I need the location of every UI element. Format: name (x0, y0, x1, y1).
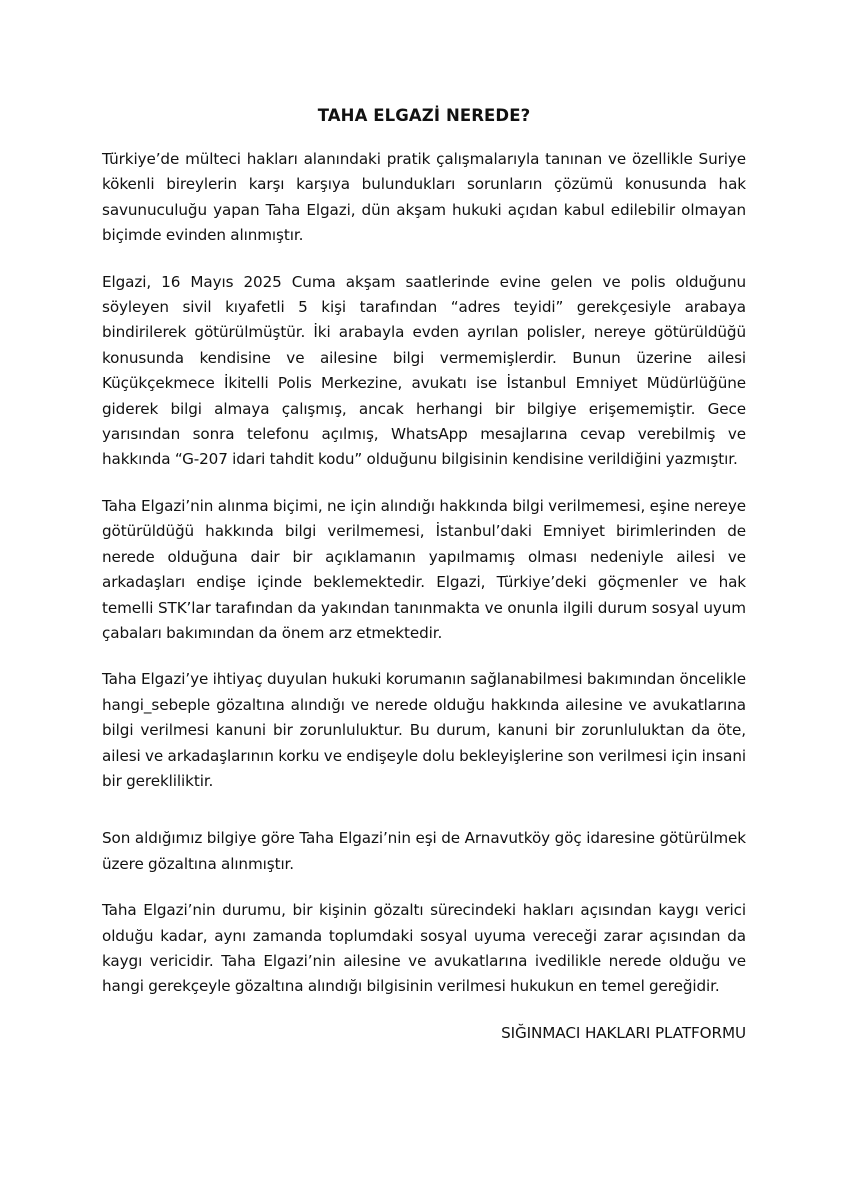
document-page (102, 102, 746, 1046)
paragraph-detention-details: Elgazi, 16 Mayıs 2025 Cuma akşam saatlerinde evine gelen ve polis olduğunu söyleyen sivil kıyafetli 5 kişi tarafından “adres teyidi” gerekçesiyle arabaya bindirilerek götürülmüştür. İki arabayla evden ayrılan polisler, nereye götürüldüğü konusunda kendisine ve ailesine bilgi vermemişlerdir. Bunun üzerine ailesi Küçükçekmece İkitelli Polis Merkezine, avukatı ise İstanbul Emniyet Müdürlüğüne giderek bilgi almaya çalışmış, ancak herhangi bir bilgiye erişememiştir. Gece yarısından sonra telefonu açılmış, WhatsApp mesajlarına cevap verebilmiş ve hakkında “G-207 idari tahdit kodu” olduğunu bilgisinin kendisine verildiğini yazmıştır. (102, 272, 746, 469)
paragraph-intro: Türkiye’de mülteci hakları alanındaki pratik çalışmalarıyla tanınan ve özellikle Suriye kökenli bireylerin karşı karşıya bulundukları sorunların çözümü konusunda hak savunuculuğu yapan Taha Elgazi, dün akşam hukuki açıdan kabul edilebilir olmayan biçimde evinden alınmıştır. (102, 150, 746, 245)
signature: SIĞINMACI HAKLARI PLATFORMU (501, 1023, 746, 1042)
paragraph-legal-obligation: Taha Elgazi’ye ihtiyaç duyulan hukuki korumanın sağlanabilmesi bakımından öncelikle hangi_sebeple gözaltına alındığı ve nerede olduğu hakkında ailesine ve avukatlarına bilgi verilmesi kanuni bir zorunluluktur. Bu durum, kanuni bir zorunluluktan da öte, ailesi ve arkadaşlarının korku ve endişeyle dolu bekleyişlerine son verilmesi için insani bir gerekliliktir. (102, 670, 746, 790)
document-title: TAHA ELGAZİ NEREDE? (317, 106, 531, 125)
paragraph-spouse-update: Son aldığımız bilgiye göre Taha Elgazi’nin eşi de Arnavutköy göç idaresine götürülmek üzere gözaltına alınmıştır. (102, 829, 746, 873)
paragraph-concern: Taha Elgazi’nin alınma biçimi, ne için alındığı hakkında bilgi verilmemesi, eşine nereye götürüldüğü hakkında bilgi verilmemesi, İstanbul’daki Emniyet birimlerinden de nerede olduğuna dair bir açıklamanın yapılmamış olması nedeniyle ailesi ve arkadaşları endişe içinde beklemektedir. Elgazi, Türkiye’deki göçmenler ve hak temelli STK’lar tarafından da yakından tanınmakta ve onunla ilgili durum sosyal uyum çabaları bakımından da önem arz etmektedir. (102, 496, 746, 642)
paragraph-conclusion: Taha Elgazi’nin durumu, bir kişinin gözaltı sürecindeki hakları açısından kaygı verici olduğu kadar, aynı zamanda toplumdaki sosyal uyuma vereceği zarar açısından da kaygı vericidir. Taha Elgazi’nin ailesine ve avukatlarına ivedilikle nerede olduğu ve hangi gerekçeyle gözaltına alındığı bilgisinin verilmesi hukukun en temel gereğidir. (102, 901, 746, 996)
